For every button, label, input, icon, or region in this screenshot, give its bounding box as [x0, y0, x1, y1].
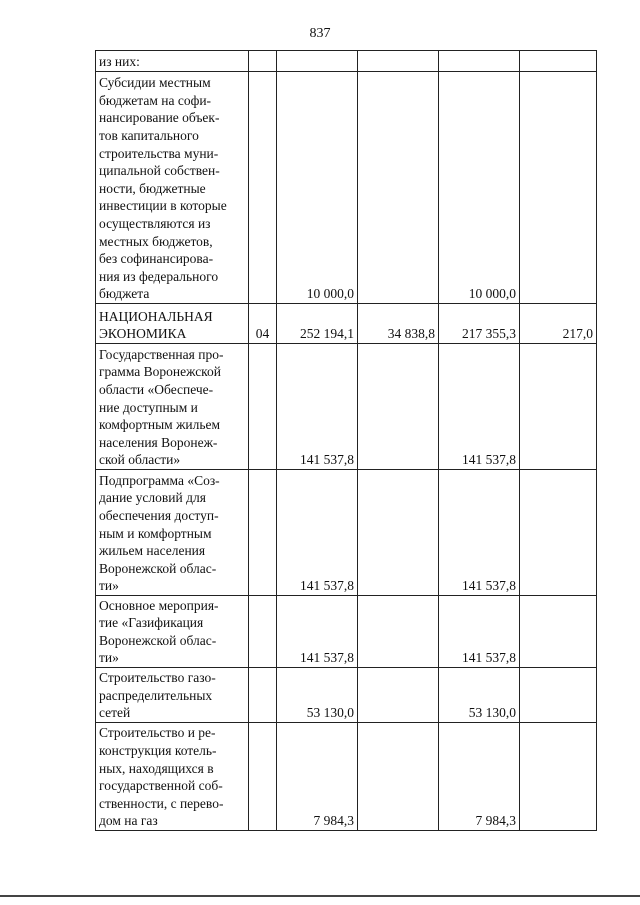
row-col4-cell — [520, 72, 597, 304]
row-col4-cell — [520, 596, 597, 668]
page-number: 837 — [309, 26, 331, 41]
row-col4-cell — [520, 668, 597, 723]
row-code-cell — [249, 344, 277, 470]
row-total-cell — [277, 51, 358, 72]
table-row — [96, 470, 597, 596]
row-col2-cell — [358, 344, 439, 470]
table-row — [96, 51, 597, 72]
row-name-cell: Строительство газо- распределительных сетей — [96, 668, 249, 723]
row-name-cell: Строительство и ре- конструкция котель- ных, находящихся в государственной соб- ственности, с перево- дом на газ — [96, 723, 249, 831]
row-name-cell: Государственная про- грамма Воронежской области «Обеспече- ние доступным и комфортным жильем населения Воронеж- ской области» — [96, 344, 249, 470]
row-col3-cell: 7 984,3 — [439, 723, 520, 831]
row-col3-cell: 141 537,8 — [439, 596, 520, 668]
row-name-cell: НАЦИОНАЛЬНАЯ ЭКОНОМИКА — [96, 304, 249, 344]
row-col2-cell — [358, 72, 439, 304]
row-col3-cell: 141 537,8 — [439, 470, 520, 596]
row-code-cell — [249, 51, 277, 72]
row-code-cell — [249, 72, 277, 304]
row-col4-cell: 217,0 — [520, 304, 597, 344]
budget-table — [95, 50, 597, 831]
table-row — [96, 304, 597, 344]
row-col3-cell: 53 130,0 — [439, 668, 520, 723]
row-total-cell: 10 000,0 — [277, 72, 358, 304]
row-total-cell: 53 130,0 — [277, 668, 358, 723]
row-col4-cell — [520, 470, 597, 596]
row-col2-cell — [358, 596, 439, 668]
table-row — [96, 72, 597, 304]
row-code-cell — [249, 723, 277, 831]
row-name-cell: Подпрограмма «Соз- дание условий для обеспечения доступ- ным и комфортным жильем населения Воронежской облас- ти» — [96, 470, 249, 596]
row-col3-cell: 217 355,3 — [439, 304, 520, 344]
table-row — [96, 668, 597, 723]
row-code-cell — [249, 470, 277, 596]
row-code-cell — [249, 596, 277, 668]
page-bottom-rule — [0, 895, 640, 897]
row-total-cell: 141 537,8 — [277, 344, 358, 470]
row-name-cell: из них: — [96, 51, 249, 72]
row-col3-cell: 141 537,8 — [439, 344, 520, 470]
row-col4-cell — [520, 723, 597, 831]
row-name-cell: Основное мероприя- тие «Газификация Воронежской облас- ти» — [96, 596, 249, 668]
row-col4-cell — [520, 344, 597, 470]
row-col4-cell — [520, 51, 597, 72]
table-row — [96, 723, 597, 831]
table-row — [96, 344, 597, 470]
row-total-cell: 7 984,3 — [277, 723, 358, 831]
row-col3-cell — [439, 51, 520, 72]
row-code-cell: 04 — [249, 304, 277, 344]
row-total-cell: 141 537,8 — [277, 470, 358, 596]
row-name-cell: Субсидии местным бюджетам на софи- нансирование объек- тов капитального строительства муни- ципальной собствен- ности, бюджетные инвестиции в которые осуществляются из местных бюджетов, без софинансирова- ния из федерального бюджета — [96, 72, 249, 304]
row-col2-cell — [358, 668, 439, 723]
row-total-cell: 141 537,8 — [277, 596, 358, 668]
row-code-cell — [249, 668, 277, 723]
row-col2-cell — [358, 723, 439, 831]
row-col2-cell — [358, 51, 439, 72]
row-col2-cell: 34 838,8 — [358, 304, 439, 344]
row-total-cell: 252 194,1 — [277, 304, 358, 344]
row-col3-cell: 10 000,0 — [439, 72, 520, 304]
table-row — [96, 596, 597, 668]
row-col2-cell — [358, 470, 439, 596]
